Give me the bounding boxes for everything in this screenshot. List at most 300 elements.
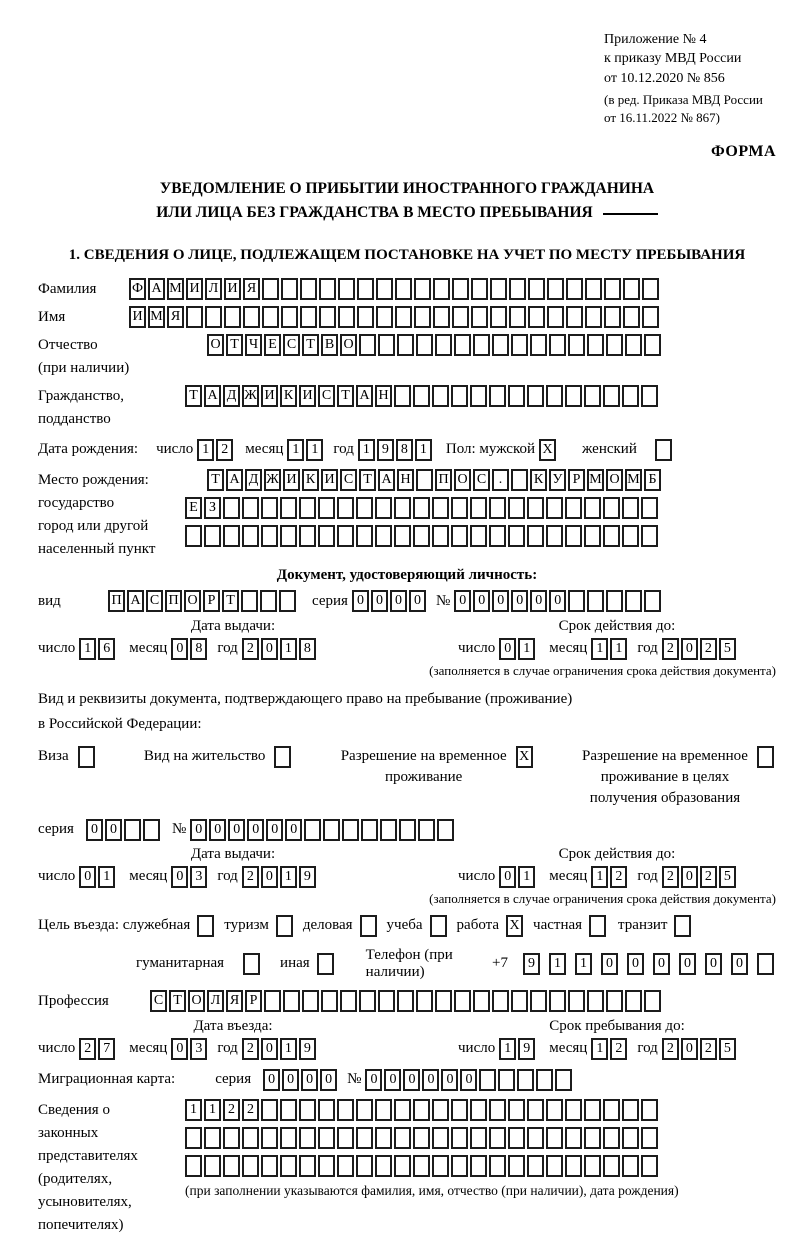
char-cell[interactable]	[319, 278, 336, 300]
char-cell[interactable]	[527, 1155, 544, 1177]
char-cell[interactable]	[357, 306, 374, 328]
char-cell[interactable]: С	[283, 334, 300, 356]
char-cell[interactable]: 0	[390, 590, 407, 612]
char-cell[interactable]: И	[321, 469, 338, 491]
char-cell[interactable]: А	[148, 278, 165, 300]
char-cell[interactable]: 5	[719, 638, 736, 660]
char-cell[interactable]	[281, 278, 298, 300]
char-cell[interactable]	[549, 334, 566, 356]
char-cell[interactable]	[603, 1155, 620, 1177]
char-cell[interactable]: 1	[79, 638, 96, 660]
char-cell[interactable]	[509, 306, 526, 328]
char-cell[interactable]	[338, 278, 355, 300]
char-cell[interactable]	[508, 1099, 525, 1121]
char-cell[interactable]: 0	[627, 953, 644, 975]
char-cell[interactable]: 0	[365, 1069, 382, 1091]
char-cell[interactable]: 1	[591, 1038, 608, 1060]
char-cell[interactable]	[489, 1155, 506, 1177]
char-cell[interactable]	[547, 306, 564, 328]
char-cell[interactable]: 1	[306, 439, 323, 461]
char-cell[interactable]	[361, 819, 378, 841]
char-cell[interactable]	[589, 915, 606, 937]
char-cell[interactable]	[528, 306, 545, 328]
char-cell[interactable]	[622, 525, 639, 547]
char-cell[interactable]	[300, 306, 317, 328]
char-cell[interactable]	[261, 1099, 278, 1121]
char-cell[interactable]: И	[129, 306, 146, 328]
char-cell[interactable]	[300, 278, 317, 300]
char-cell[interactable]	[299, 1155, 316, 1177]
char-cell[interactable]	[197, 915, 214, 937]
char-cell[interactable]	[565, 497, 582, 519]
char-cell[interactable]	[394, 1127, 411, 1149]
char-cell[interactable]: 0	[209, 819, 226, 841]
char-cell[interactable]	[606, 590, 623, 612]
char-cell[interactable]	[395, 278, 412, 300]
char-cell[interactable]	[337, 1099, 354, 1121]
char-cell[interactable]	[432, 497, 449, 519]
char-cell[interactable]	[527, 1127, 544, 1149]
char-cell[interactable]: 0	[282, 1069, 299, 1091]
char-cell[interactable]: X	[516, 746, 533, 768]
char-cell[interactable]	[568, 990, 585, 1012]
char-cell[interactable]	[625, 590, 642, 612]
char-cell[interactable]	[584, 497, 601, 519]
char-cell[interactable]	[606, 334, 623, 356]
char-cell[interactable]	[527, 525, 544, 547]
char-cell[interactable]	[318, 1099, 335, 1121]
char-cell[interactable]: А	[127, 590, 144, 612]
char-cell[interactable]: И	[283, 469, 300, 491]
char-cell[interactable]: Л	[207, 990, 224, 1012]
char-cell[interactable]	[143, 819, 160, 841]
char-cell[interactable]: И	[299, 385, 316, 407]
char-cell[interactable]	[565, 385, 582, 407]
char-cell[interactable]	[452, 306, 469, 328]
char-cell[interactable]	[585, 306, 602, 328]
char-cell[interactable]	[644, 990, 661, 1012]
char-cell[interactable]: Т	[359, 469, 376, 491]
char-cell[interactable]	[511, 990, 528, 1012]
char-cell[interactable]	[527, 497, 544, 519]
char-cell[interactable]: 1	[499, 1038, 516, 1060]
char-cell[interactable]: 2	[242, 866, 259, 888]
char-cell[interactable]	[566, 278, 583, 300]
char-cell[interactable]	[555, 1069, 572, 1091]
char-cell[interactable]	[432, 525, 449, 547]
char-cell[interactable]: X	[506, 915, 523, 937]
char-cell[interactable]: 9	[518, 1038, 535, 1060]
char-cell[interactable]	[536, 1069, 553, 1091]
char-cell[interactable]: 0	[653, 953, 670, 975]
char-cell[interactable]: 1	[415, 439, 432, 461]
char-cell[interactable]	[451, 525, 468, 547]
char-cell[interactable]	[356, 1155, 373, 1177]
char-cell[interactable]: К	[302, 469, 319, 491]
char-cell[interactable]: Т	[222, 590, 239, 612]
char-cell[interactable]: И	[186, 278, 203, 300]
char-cell[interactable]: 1	[518, 638, 535, 660]
char-cell[interactable]	[757, 953, 774, 975]
char-cell[interactable]	[568, 334, 585, 356]
char-cell[interactable]	[546, 525, 563, 547]
char-cell[interactable]	[454, 334, 471, 356]
char-cell[interactable]	[549, 990, 566, 1012]
char-cell[interactable]	[606, 990, 623, 1012]
char-cell[interactable]	[546, 1127, 563, 1149]
char-cell[interactable]	[264, 990, 281, 1012]
char-cell[interactable]: Т	[226, 334, 243, 356]
char-cell[interactable]	[376, 306, 393, 328]
char-cell[interactable]	[261, 525, 278, 547]
char-cell[interactable]: 0	[473, 590, 490, 612]
char-cell[interactable]	[585, 278, 602, 300]
char-cell[interactable]	[641, 385, 658, 407]
char-cell[interactable]	[565, 1099, 582, 1121]
char-cell[interactable]: П	[165, 590, 182, 612]
char-cell[interactable]	[356, 525, 373, 547]
char-cell[interactable]	[584, 1127, 601, 1149]
char-cell[interactable]: О	[184, 590, 201, 612]
char-cell[interactable]	[489, 525, 506, 547]
char-cell[interactable]: 9	[377, 439, 394, 461]
char-cell[interactable]	[547, 278, 564, 300]
char-cell[interactable]: Н	[375, 385, 392, 407]
char-cell[interactable]	[492, 334, 509, 356]
char-cell[interactable]	[470, 1155, 487, 1177]
char-cell[interactable]: 1	[280, 638, 297, 660]
char-cell[interactable]	[204, 525, 221, 547]
char-cell[interactable]: Т	[185, 385, 202, 407]
char-cell[interactable]: 2	[662, 866, 679, 888]
char-cell[interactable]	[479, 1069, 496, 1091]
char-cell[interactable]	[337, 525, 354, 547]
char-cell[interactable]: 0	[460, 1069, 477, 1091]
char-cell[interactable]	[498, 1069, 515, 1091]
char-cell[interactable]: 0	[228, 819, 245, 841]
char-cell[interactable]: 2	[662, 1038, 679, 1060]
char-cell[interactable]: 0	[190, 819, 207, 841]
char-cell[interactable]	[394, 1099, 411, 1121]
char-cell[interactable]: 1	[358, 439, 375, 461]
char-cell[interactable]	[78, 746, 95, 768]
char-cell[interactable]	[471, 306, 488, 328]
char-cell[interactable]: 0	[549, 590, 566, 612]
char-cell[interactable]	[644, 590, 661, 612]
char-cell[interactable]: 0	[454, 590, 471, 612]
char-cell[interactable]	[260, 590, 277, 612]
char-cell[interactable]: О	[340, 334, 357, 356]
char-cell[interactable]	[299, 525, 316, 547]
char-cell[interactable]	[437, 819, 454, 841]
char-cell[interactable]	[413, 1099, 430, 1121]
char-cell[interactable]: 2	[610, 866, 627, 888]
char-cell[interactable]	[568, 590, 585, 612]
char-cell[interactable]: А	[378, 469, 395, 491]
char-cell[interactable]: 1	[591, 866, 608, 888]
char-cell[interactable]	[380, 819, 397, 841]
char-cell[interactable]: Р	[568, 469, 585, 491]
char-cell[interactable]: 0	[352, 590, 369, 612]
char-cell[interactable]: 0	[530, 590, 547, 612]
char-cell[interactable]	[416, 990, 433, 1012]
char-cell[interactable]	[508, 1155, 525, 1177]
char-cell[interactable]	[262, 306, 279, 328]
char-cell[interactable]	[241, 590, 258, 612]
char-cell[interactable]	[185, 525, 202, 547]
char-cell[interactable]	[508, 385, 525, 407]
char-cell[interactable]	[413, 1127, 430, 1149]
char-cell[interactable]	[375, 1155, 392, 1177]
char-cell[interactable]	[304, 819, 321, 841]
char-cell[interactable]: П	[435, 469, 452, 491]
char-cell[interactable]	[509, 278, 526, 300]
char-cell[interactable]	[508, 1127, 525, 1149]
char-cell[interactable]: 2	[79, 1038, 96, 1060]
char-cell[interactable]: 1	[575, 953, 592, 975]
char-cell[interactable]	[623, 278, 640, 300]
char-cell[interactable]: С	[318, 385, 335, 407]
char-cell[interactable]	[394, 497, 411, 519]
char-cell[interactable]	[546, 1155, 563, 1177]
char-cell[interactable]	[323, 819, 340, 841]
char-cell[interactable]: Т	[302, 334, 319, 356]
char-cell[interactable]	[414, 278, 431, 300]
char-cell[interactable]: О	[606, 469, 623, 491]
char-cell[interactable]	[397, 334, 414, 356]
char-cell[interactable]	[603, 1099, 620, 1121]
char-cell[interactable]: М	[587, 469, 604, 491]
char-cell[interactable]	[185, 1155, 202, 1177]
char-cell[interactable]	[318, 1155, 335, 1177]
char-cell[interactable]: А	[204, 385, 221, 407]
char-cell[interactable]: 6	[98, 638, 115, 660]
char-cell[interactable]: 2	[610, 1038, 627, 1060]
char-cell[interactable]	[321, 990, 338, 1012]
char-cell[interactable]: 2	[216, 439, 233, 461]
char-cell[interactable]	[452, 278, 469, 300]
char-cell[interactable]	[356, 1099, 373, 1121]
char-cell[interactable]	[584, 525, 601, 547]
char-cell[interactable]	[489, 385, 506, 407]
char-cell[interactable]: 0	[263, 1069, 280, 1091]
char-cell[interactable]	[375, 497, 392, 519]
char-cell[interactable]	[454, 990, 471, 1012]
char-cell[interactable]: Т	[169, 990, 186, 1012]
char-cell[interactable]	[261, 497, 278, 519]
char-cell[interactable]: У	[549, 469, 566, 491]
char-cell[interactable]: А	[356, 385, 373, 407]
char-cell[interactable]	[565, 1155, 582, 1177]
char-cell[interactable]	[622, 497, 639, 519]
char-cell[interactable]: 0	[492, 590, 509, 612]
char-cell[interactable]	[528, 278, 545, 300]
char-cell[interactable]	[566, 306, 583, 328]
char-cell[interactable]	[280, 1099, 297, 1121]
char-cell[interactable]	[281, 306, 298, 328]
char-cell[interactable]	[124, 819, 141, 841]
char-cell[interactable]: 5	[719, 866, 736, 888]
char-cell[interactable]	[337, 1155, 354, 1177]
char-cell[interactable]	[342, 819, 359, 841]
char-cell[interactable]	[530, 334, 547, 356]
char-cell[interactable]	[261, 1155, 278, 1177]
char-cell[interactable]	[623, 306, 640, 328]
char-cell[interactable]	[242, 1155, 259, 1177]
char-cell[interactable]	[375, 1127, 392, 1149]
char-cell[interactable]	[356, 1127, 373, 1149]
char-cell[interactable]: 0	[320, 1069, 337, 1091]
char-cell[interactable]: 0	[601, 953, 618, 975]
char-cell[interactable]: С	[150, 990, 167, 1012]
char-cell[interactable]: Б	[644, 469, 661, 491]
char-cell[interactable]	[280, 1155, 297, 1177]
char-cell[interactable]	[642, 278, 659, 300]
char-cell[interactable]: 1	[280, 866, 297, 888]
char-cell[interactable]	[432, 1155, 449, 1177]
char-cell[interactable]	[394, 525, 411, 547]
char-cell[interactable]	[641, 497, 658, 519]
char-cell[interactable]: М	[148, 306, 165, 328]
char-cell[interactable]	[490, 278, 507, 300]
char-cell[interactable]	[508, 525, 525, 547]
char-cell[interactable]: С	[340, 469, 357, 491]
char-cell[interactable]: 2	[700, 638, 717, 660]
char-cell[interactable]	[587, 590, 604, 612]
char-cell[interactable]: 5	[719, 1038, 736, 1060]
char-cell[interactable]: 1	[518, 866, 535, 888]
char-cell[interactable]	[302, 990, 319, 1012]
char-cell[interactable]	[433, 278, 450, 300]
char-cell[interactable]: Т	[207, 469, 224, 491]
char-cell[interactable]	[261, 1127, 278, 1149]
char-cell[interactable]	[378, 990, 395, 1012]
char-cell[interactable]	[375, 525, 392, 547]
char-cell[interactable]	[185, 1127, 202, 1149]
char-cell[interactable]	[622, 1155, 639, 1177]
char-cell[interactable]: Е	[264, 334, 281, 356]
char-cell[interactable]	[451, 497, 468, 519]
char-cell[interactable]	[242, 1127, 259, 1149]
char-cell[interactable]	[435, 334, 452, 356]
char-cell[interactable]	[186, 306, 203, 328]
char-cell[interactable]	[508, 497, 525, 519]
char-cell[interactable]: 1	[610, 638, 627, 660]
char-cell[interactable]: Д	[245, 469, 262, 491]
char-cell[interactable]: 0	[171, 638, 188, 660]
char-cell[interactable]	[489, 497, 506, 519]
char-cell[interactable]	[395, 306, 412, 328]
char-cell[interactable]: Р	[245, 990, 262, 1012]
char-cell[interactable]: Ф	[129, 278, 146, 300]
char-cell[interactable]	[604, 278, 621, 300]
char-cell[interactable]	[279, 590, 296, 612]
char-cell[interactable]	[242, 525, 259, 547]
char-cell[interactable]: О	[188, 990, 205, 1012]
char-cell[interactable]: 1	[98, 866, 115, 888]
char-cell[interactable]	[584, 1099, 601, 1121]
char-cell[interactable]	[625, 990, 642, 1012]
char-cell[interactable]	[489, 1099, 506, 1121]
char-cell[interactable]: 8	[299, 638, 316, 660]
char-cell[interactable]: 0	[403, 1069, 420, 1091]
char-cell[interactable]	[416, 469, 433, 491]
char-cell[interactable]	[223, 1155, 240, 1177]
char-cell[interactable]: Т	[337, 385, 354, 407]
char-cell[interactable]	[642, 306, 659, 328]
char-cell[interactable]	[356, 497, 373, 519]
char-cell[interactable]: 0	[261, 638, 278, 660]
char-cell[interactable]: 3	[190, 1038, 207, 1060]
char-cell[interactable]	[603, 497, 620, 519]
char-cell[interactable]	[416, 334, 433, 356]
char-cell[interactable]: 2	[242, 638, 259, 660]
char-cell[interactable]: .	[492, 469, 509, 491]
char-cell[interactable]: 0	[681, 866, 698, 888]
char-cell[interactable]	[584, 385, 601, 407]
char-cell[interactable]	[470, 1127, 487, 1149]
char-cell[interactable]: 0	[301, 1069, 318, 1091]
char-cell[interactable]	[587, 334, 604, 356]
char-cell[interactable]: 0	[681, 1038, 698, 1060]
char-cell[interactable]	[394, 385, 411, 407]
char-cell[interactable]	[641, 525, 658, 547]
char-cell[interactable]: 0	[171, 866, 188, 888]
char-cell[interactable]: 0	[511, 590, 528, 612]
char-cell[interactable]	[435, 990, 452, 1012]
char-cell[interactable]	[622, 1099, 639, 1121]
char-cell[interactable]: Я	[226, 990, 243, 1012]
char-cell[interactable]	[492, 990, 509, 1012]
char-cell[interactable]: В	[321, 334, 338, 356]
char-cell[interactable]	[451, 1127, 468, 1149]
char-cell[interactable]: К	[530, 469, 547, 491]
char-cell[interactable]: И	[261, 385, 278, 407]
char-cell[interactable]	[223, 1127, 240, 1149]
char-cell[interactable]: С	[473, 469, 490, 491]
char-cell[interactable]: 0	[679, 953, 696, 975]
char-cell[interactable]	[283, 990, 300, 1012]
char-cell[interactable]	[359, 990, 376, 1012]
char-cell[interactable]	[530, 990, 547, 1012]
char-cell[interactable]	[274, 746, 291, 768]
char-cell[interactable]: Я	[167, 306, 184, 328]
char-cell[interactable]: А	[226, 469, 243, 491]
char-cell[interactable]: 2	[223, 1099, 240, 1121]
char-cell[interactable]	[243, 953, 260, 975]
char-cell[interactable]	[394, 1155, 411, 1177]
char-cell[interactable]	[490, 306, 507, 328]
char-cell[interactable]	[641, 1099, 658, 1121]
char-cell[interactable]	[399, 819, 416, 841]
char-cell[interactable]	[603, 385, 620, 407]
char-cell[interactable]: 8	[396, 439, 413, 461]
char-cell[interactable]: 8	[190, 638, 207, 660]
char-cell[interactable]	[517, 1069, 534, 1091]
char-cell[interactable]: 0	[79, 866, 96, 888]
char-cell[interactable]	[317, 953, 334, 975]
char-cell[interactable]: З	[204, 497, 221, 519]
char-cell[interactable]	[603, 1127, 620, 1149]
char-cell[interactable]: Л	[205, 278, 222, 300]
char-cell[interactable]	[546, 497, 563, 519]
char-cell[interactable]	[587, 990, 604, 1012]
char-cell[interactable]	[357, 278, 374, 300]
char-cell[interactable]: 0	[266, 819, 283, 841]
char-cell[interactable]: 0	[409, 590, 426, 612]
char-cell[interactable]	[432, 1099, 449, 1121]
char-cell[interactable]: 0	[681, 638, 698, 660]
